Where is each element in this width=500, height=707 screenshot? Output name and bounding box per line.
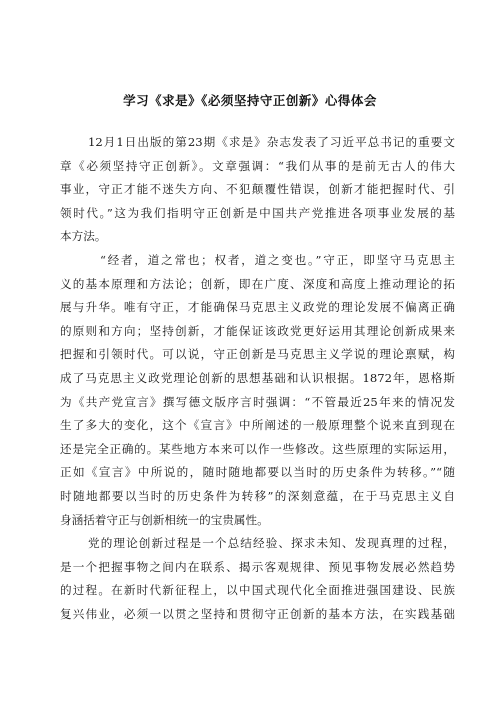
text-line: 的原则和方向；坚持创新，才能保证该政党更好运用其理论创新成果来 [60, 323, 455, 338]
text-line: 还是完全正确的。某些地方本来可以作一些修改。这些原理的实际运用， [60, 441, 455, 456]
text-line: 本方法。 [60, 229, 107, 244]
text-line: “经者，道之常也；权者，道之变也。”守正，即坚守马克思主 [100, 252, 455, 267]
text-line: 时随地都要以当时的历史条件为转移”的深刻意蕴，在于马克思主义自 [60, 488, 455, 503]
text-line: 12月1日出版的第23期《求是》杂志发表了习近平总书记的重要文 [88, 135, 455, 149]
text-line: 正如《宣言》中所说的，随时随地都要以当时的历史条件为转移。”“随 [60, 465, 455, 480]
text-line: 是一个把握事物之间内在联系、揭示客观规律、预见事物发展必然趋势 [60, 559, 455, 574]
text-line: 的过程。在新时代新征程上，以中国式现代化全面推进强国建设、民族 [60, 583, 455, 598]
text-line: 义的基本原理和方法论；创新，即在广度、深度和高度上推动理论的拓 [60, 276, 455, 291]
text-line: 身涵括着守正与创新相统一的宝贵属性。 [60, 512, 269, 527]
text-line: 展与升华。唯有守正，才能确保马克思主义政党的理论发展不偏离正确 [60, 300, 455, 315]
document-body [60, 131, 455, 626]
text-line: 成了马克思主义政党理论创新的思想基础和认识根据。1872年，恩格斯 [60, 370, 455, 385]
text-line: 为《共产党宣言》撰写德文版序言时强调：“不管最近25年来的情况发 [60, 394, 455, 409]
text-line: 章《必须坚持守正创新》。文章强调：“我们从事的是前无古人的伟大 [60, 158, 455, 173]
document-title: 学习《求是》《必须坚持守正创新》心得体会 [123, 93, 377, 108]
text-line: 领时代。”这为我们指明守正创新是中国共产党推进各项事业发展的基 [60, 205, 455, 220]
text-line: 事业，守正才能不迷失方向、不犯颠覆性错误，创新才能把握时代、引 [60, 182, 455, 197]
text-line: 党的理论创新过程是一个总结经验、探求未知、发现真理的过程， [88, 536, 455, 551]
text-line: 把握和引领时代。可以说，守正创新是马克思主义学说的理论禀赋，构 [60, 347, 455, 362]
text-line: 生了多大的变化，这个《宣言》中所阐述的一般原理整个说来直到现在 [60, 418, 455, 433]
text-line: 复兴伟业，必须一以贯之坚持和贯彻守正创新的基本方法，在实践基础 [60, 606, 455, 621]
